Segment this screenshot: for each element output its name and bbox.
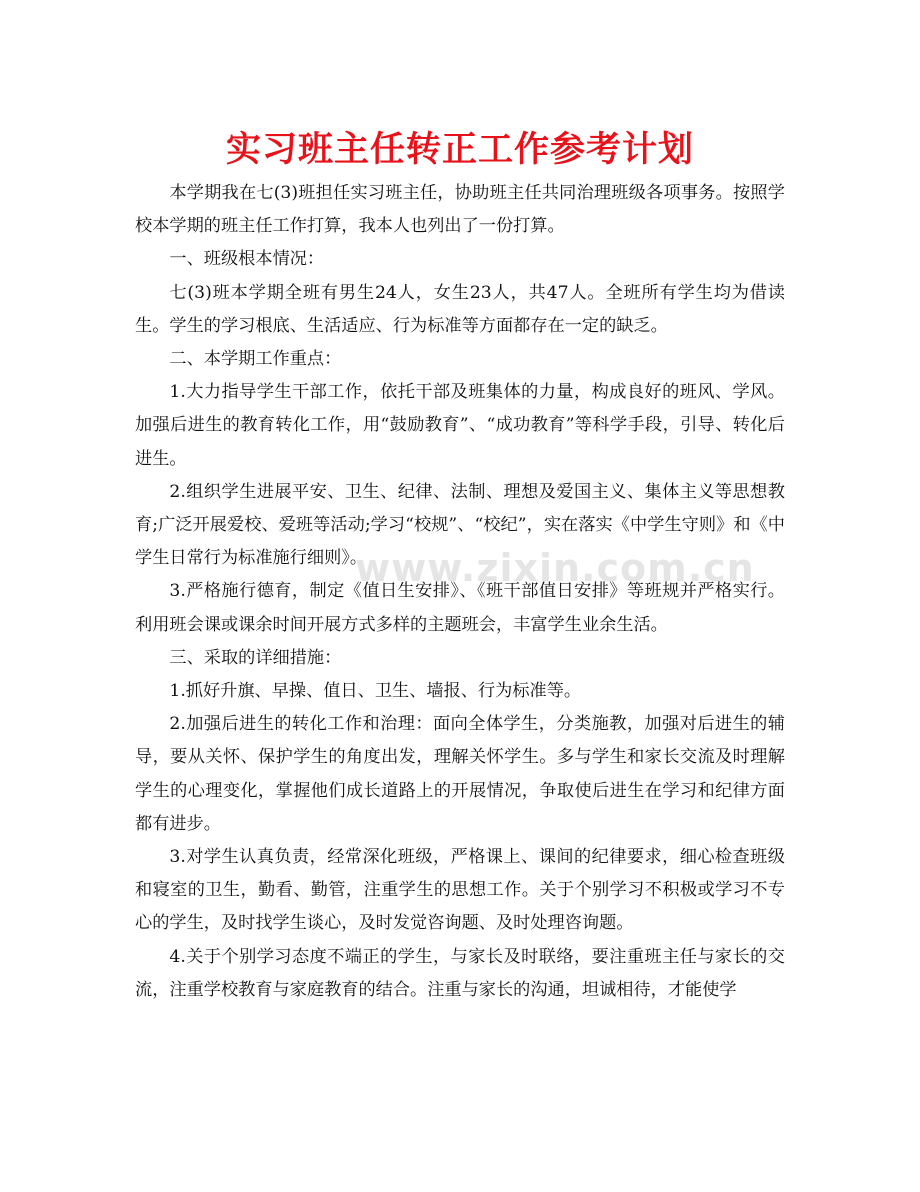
paragraph-focus-2: 2.组织学生进展平安、卫生、纪律、法制、理想及爱国主义、集体主义等思想教育;广泛开展爱校、爱班等活动;学习“校规”、“校纪”，实在落实《中学生守则》和《中学生日常行为标准施行细则》。 [135,481,785,569]
section-heading-3: 三、采取的详细措施： [169,647,342,668]
paragraph-focus-1: 1.大力指导学生干部工作，依托干部及班集体的力量，构成良好的班风、学风。加强后进生的教育转化工作，用“鼓励教育”、“成功教育”等科学手段，引导、转化后进生。 [135,382,785,469]
paragraph-focus-3: 3.严格施行德育，制定《值日生安排》、《班干部值日安排》等班规并严格实行。利用班会课或课余时间开展方式多样的主题班会，丰富学生业余生活。 [135,581,785,635]
paragraph-measure-4: 4.关于个别学习态度不端正的学生，与家长及时联络，要注重班主任与家长的交流，注重学校教育与家庭教育的结合。注重与家长的沟通，坦诚相待，才能使学 [135,946,785,1000]
watermark: www.zixin.com.cn [355,546,755,590]
section-heading-1: 一、班级根本情况： [169,249,325,270]
paragraph-class-situation: 七(3)班本学期全班有男生24人，女生23人，共47人。全班所有学生均为借读生。学生的学习根底、生活适应、行为标准等方面都存在一定的缺乏。 [135,282,785,336]
paragraph-intro: 本学期我在七(3)班担任实习班主任，协助班主任共同治理班级各项事务。按照学校本学期的班主任工作打算，我本人也列出了一份打算。 [135,183,785,237]
paragraph-measure-2: 2.加强后进生的转化工作和治理：面向全体学生，分类施教，加强对后进生的辅导，要从关怀、保护学生的角度出发，理解关怀学生。多与学生和家长交流及时理解学生的心理变化，掌握他们成长道路上的开展情况，争取使后进生在学习和纪律方面都有进步。 [135,714,785,834]
document-title: 实习班主任转正工作参考计划 [225,130,694,170]
paragraph-measure-1: 1.抓好升旗、早操、值日、卫生、墙报、行为标准等。 [169,681,582,702]
paragraph-measure-3: 3.对学生认真负责，经常深化班级，严格课上、课间的纪律要求，细心检查班级和寝室的卫生，勤看、勤管，注重学生的思想工作。关于个别学习不积极或学习不专心的学生，及时找学生谈心，及时发觉咨询题、及时处理咨询题。 [135,847,785,934]
section-heading-2: 二、本学期工作重点： [169,349,342,370]
document-body [135,177,785,1007]
